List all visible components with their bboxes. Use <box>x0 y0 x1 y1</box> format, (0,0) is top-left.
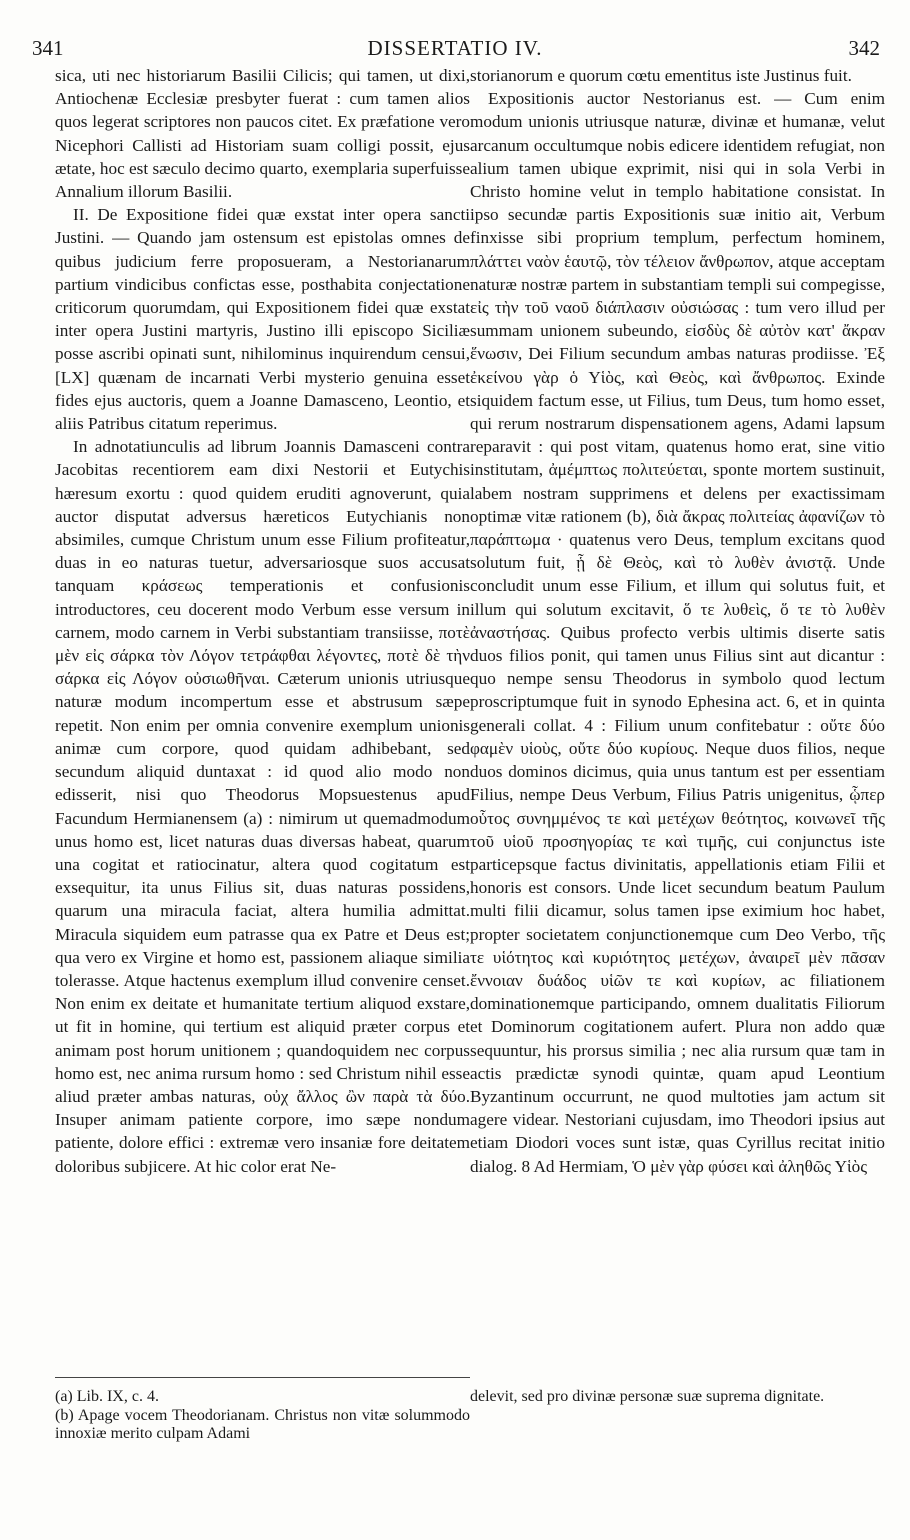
right-column <box>470 64 885 1374</box>
paragraph: II. De Expositione fidei quæ exstat inter opera sancti Justini. — Quando jam ostensum est epistolas omnes de quibus judicium ferre proposueram, a Nestorianarum partium vindicibus confictas esse, posthabita conjectatione criticorum quorumdam, qui Expositionem fidei quæ exstat inter opera Justini martyris, Justino illi episcopo Siciliæ posse ascribi opinati sunt, nihilominus inquirendum censui, [LX] quænam de incarnati Verbi mysterio genuina esset fides ejus auctoris, quem a Joanne Damasceno, Leontio, et aliis Patribus citatum reperimus. <box>55 205 470 434</box>
footnote-rule <box>55 1377 470 1378</box>
page-number-left: 341 <box>32 36 64 60</box>
footnotes-left <box>55 1388 470 1444</box>
page-number-right: 342 <box>848 36 880 60</box>
footnotes-right <box>470 1388 885 1407</box>
paragraph: In adnotatiunculis ad librum Joannis Damasceni contra Jacobitas recentiorem eam dixi Nestorii et Eutychis hæresum exortu : quod quidem eruditi agnoverunt, quia auctor disputat adversus hæreticos Eutychianis non absimiles, cumque Christum unum esse Filium profiteatur, duas in eo naturas tuetur, adversariosque suos accusat tanquam κράσεως temperationis et confusionis introductores, ceu docerent modo Verbum esse versum in carnem, modo carnem in Verbi substantiam transiisse, ποτὲ μὲν εἰς σάρκα τὸν Λόγον τετράφθαι λέγοντες, ποτὲ δὲ τὴν σάρκα εἰς Λόγον οὐσιωθῆναι. Cæterum unionis utriusque naturæ modum incompertum esse et abstrusum sæpe repetit. Non enim per omnia convenire exemplum unionis animæ cum corpore, quod quidam adhibebant, sed secundum aliquid duntaxat : id quod alio modo non edisserit, nisi quo Theodorus Mopsuestenus apud Facundum Hermianensem (a) : nimirum ut quemadmodum unus homo est, licet naturas duas diversas habeat, quarum una cogitat et ratiocinatur, altera quod cogitatum est exsequitur, ita unus Filius sit, duas naturas possidens, quarum una miracula faciat, altera humilia admittat. Miracula siquidem eum patrasse qua ex Patre et Deus est; qua vero ex Virgine et homo est, passionem aliaque similia tolerasse. Atque hactenus exemplum illud convenire censet. Non enim ex deitate et humanitate tertium aliquod exstare, ut fit in homine, qui tertium est aliquid præter corpus et animam post horum unitionem ; quandoquidem nec corpus homo est, nec anima rursum homo : sed Christum nihil esse aliud præter ambas naturas, οὐχ ἄλλος ὢν παρὰ τὰ δύο. Insuper animam patiente corpore, imo sæpe nondum patiente, dolore effici : extremæ vero insaniæ fore deitatem doloribus subjicere. At hic color erat Ne- <box>55 437 470 1176</box>
left-column <box>55 64 470 1369</box>
footnote: (b) Apage vocem Theodorianam. Christus non vitæ solummodo innoxiæ merito culpam Adami <box>55 1406 470 1442</box>
paragraph: storianorum e quorum cœtu ementitus iste Justinus fuit. <box>470 66 852 85</box>
paragraph: sica, uti nec historiarum Basilii Cilicis; qui tamen, ut dixi, Antiochenæ Ecclesiæ presbyter fuerat : cum tamen alios quos legerat scriptores non paucos citet. Ex præfatione vero Nicephori Callisti ad Historiam suam colligi possit, ejus ætate, hoc est sæculo decimo quarto, exemplaria superfuisse Annalium illorum Basilii. <box>55 66 470 202</box>
running-title: DISSERTATIO IV. <box>367 36 543 60</box>
paragraph: Expositionis auctor Nestorianus est. — Cum enim modum unionis utriusque naturæ, divinæ et humanæ, velut arcanum occultumque nobis edicere identidem refugiat, non alium tamen ubique exprimit, nisi qui in sola Verbi in Christo homine velut in templo habitatione consistat. In ipso secundæ partis Expositionis suæ initio ait, Verbum finxisse sibi proprium templum, perfectum hominem, πλάττει ναὸν ἑαυτῷ, τὸν τέλειον ἄνθρωπον, atque acceptam naturæ nostræ partem in substantiam templi sui compegisse, εἰς τὴν τοῦ ναοῦ διάπλασιν οὐσιώσας : tum vero illud per summam unionem subeundo, εἰσδὺς δὲ αὐτὸν κατ' ἄκραν ἕνωσιν, Dei Filium secundum ambas naturas prodiisse. Ἐξ ἐκείνου γὰρ ὁ Υἱὸς, καὶ Θεὸς, καὶ ἄνθρωπος. Exinde siquidem factum esse, ut Filius, tum Deus, tum homo esset, qui rerum nostrarum dispensationem agens, Adami lapsum reparavit : qui post vitam, quatenus homo erat, sine vitio institutam, ἀμέμπτως πολιτεύεται, sponte mortem sustinuit, labem nostram supprimens et delens per exactissimam optimæ vitæ rationem (b), διὰ ἄκρας πολιτείας ἀφανίζων τὸ παράπτωμα · quatenus vero Deus, templum excitans quod solutum fuit, ᾗ δὲ Θεὸς, καὶ τὸ λυθὲν ἀνιστᾷ. Unde concludit unum esse Filium, et illum qui solutus fuit, et illum qui solutum excitavit, ὅ τε λυθεὶς, ὅ τε τὸ λυθὲν ἀναστήσας. Quibus profecto verbis ultimis diserte satis duos filios ponit, qui tamen unus Filius sint aut dicantur : quo nempe sensu Theodorus in symbolo quod lectum proscriptumque fuit in synodo Ephesina act. 6, et in quinta generali collat. 4 : Filium unum confitebatur : οὔτε δύο φαμὲν υἱοὺς, οὔτε δύο κυρίους. Neque duos filios, neque duos dominos dicimus, quia unus tantum est per essentiam Filius, nempe Deus Verbum, Filius Patris unigenitus, ᾧπερ οὗτος συνημμένος τε καὶ μετέχων θεότητος, κοινωνεῖ τῆς τοῦ υἱοῦ προσηγορίας τε καὶ τιμῆς, cui conjunctus iste particepsque factus divinitatis, appellationis etiam Filii et honoris est consors. Unde licet secundum beatum Paulum multi filii dicamur, solus tamen ipse eximium hoc habet, propter societatem conjunctionemque cum Deo Verbo, τῆς τε υἱότητος καὶ κυριότητος μετέχων, ἀναιρεῖ μὲν πᾶσαν ἔννοιαν δυάδος υἱῶν τε καὶ κυρίων, ac filiationem dominationemque participando, omnem dualitatis Filiorum et Dominorum cogitationem aufert. Plura non addo quæ sequuntur, his prorsus similia ; nec alia rursum quæ tam in actis prædictæ synodi quintæ, quam apud Leontium Byzantinum occurrunt, ne quod multoties jam actum sit agere videar. Nestoriani cujusdam, imo Theodori ipsius aut etiam Diodori voces sunt istæ, quas Cyrillus recitat initio dialog. 8 Ad Hermiam, Ὁ μὲν γὰρ φύσει καὶ ἀληθῶς Υἱὸς <box>470 89 885 1176</box>
footnote-continuation: delevit, sed pro divinæ personæ suæ suprema dignitate. <box>470 1388 825 1405</box>
footnote: (a) Lib. IX, c. 4. <box>55 1388 159 1405</box>
